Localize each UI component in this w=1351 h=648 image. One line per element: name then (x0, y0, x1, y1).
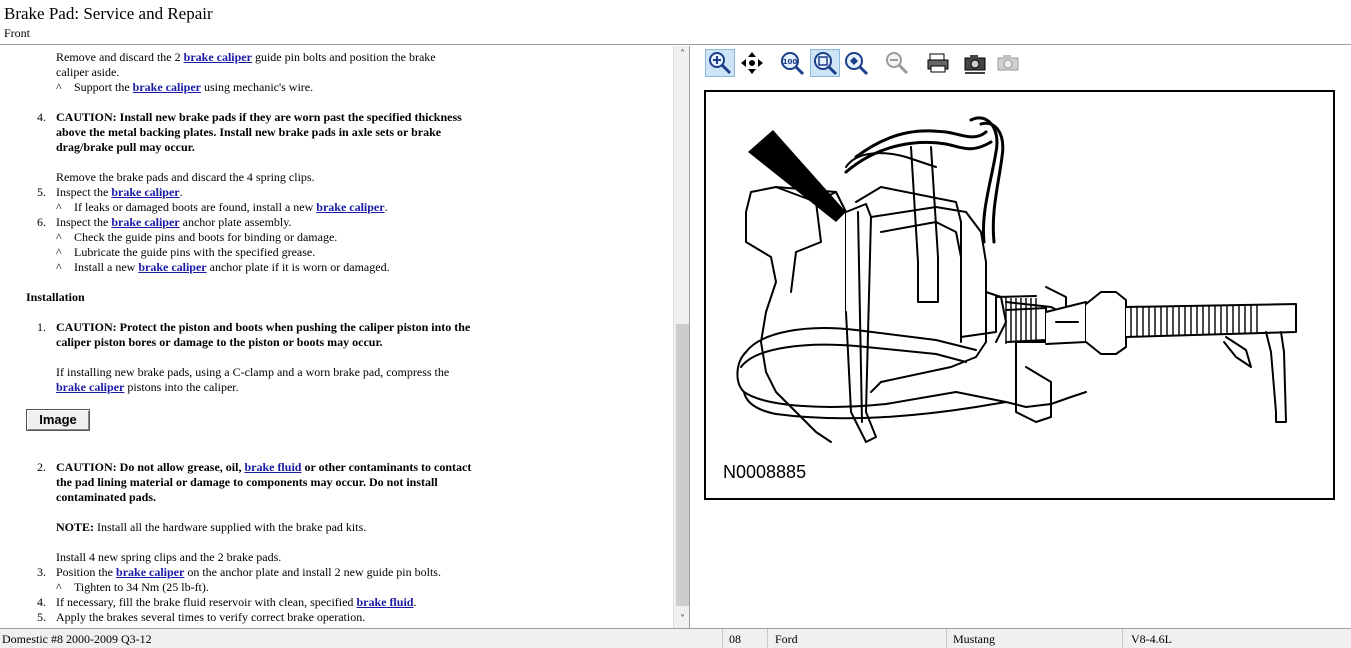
step-number: 1. (37, 320, 46, 334)
brake-fluid-link[interactable]: brake fluid (356, 595, 414, 609)
title-bar (0, 0, 1351, 45)
status-source: Domestic #8 2000-2009 Q3-12 (2, 632, 152, 646)
brake-caliper-link[interactable]: brake caliper (183, 50, 252, 64)
step-line: caliper aside. (56, 65, 120, 79)
text: Support the (74, 80, 133, 94)
status-divider (722, 629, 723, 648)
step-number: 6. (37, 215, 46, 229)
zoom-100-icon[interactable] (777, 49, 807, 77)
zoom-region-icon[interactable] (841, 49, 871, 77)
zoom-fit-icon[interactable] (810, 49, 840, 77)
step-number: 4. (37, 110, 46, 124)
text: Check the guide pins and boots for binding or damage. (74, 230, 338, 244)
page-title: Brake Pad: Service and Repair (4, 4, 213, 23)
step-line: Remove the brake pads and discard the 4 spring clips. (56, 170, 315, 184)
scroll-down-arrow-icon[interactable]: ˅ (680, 614, 685, 625)
step-number: 3. (37, 565, 46, 579)
step-number: 5. (37, 185, 46, 199)
text: If leaks or damaged boots are found, install a new (74, 200, 317, 214)
text: anchor plate if it is worn or damaged. (206, 260, 390, 274)
print-icon[interactable] (923, 49, 953, 77)
step-line: If installing new brake pads, using a C-clamp and a worn brake pad, compress the (56, 365, 450, 379)
text: Remove and discard the 2 (56, 50, 184, 64)
zoom-in-icon[interactable] (705, 49, 735, 77)
step-line (56, 50, 436, 65)
vertical-scrollbar[interactable] (673, 46, 690, 628)
brake-caliper-link[interactable]: brake caliper (111, 215, 180, 229)
scroll-thumb[interactable] (676, 324, 689, 606)
procedure-text (0, 46, 672, 628)
svg-text:100: 100 (782, 58, 798, 66)
text: Inspect the (56, 185, 112, 199)
step-line (56, 185, 183, 200)
camera-disabled-icon (993, 49, 1023, 77)
text: pistons into the caliper. (124, 380, 239, 394)
image-viewer-pane (695, 46, 1351, 628)
caret-icon: ^ (56, 80, 62, 94)
brake-caliper-c-clamp-illustration (706, 92, 1333, 498)
status-divider (1122, 629, 1123, 648)
status-engine: V8-4.6L (1131, 632, 1172, 646)
text: . (179, 185, 183, 199)
text: CAUTION: Do not allow grease, oil, (56, 460, 245, 474)
status-divider (946, 629, 947, 648)
brake-caliper-link[interactable]: brake caliper (132, 80, 201, 94)
procedure-pane (0, 46, 690, 628)
note-label: NOTE: (56, 520, 95, 534)
zoom-out-icon[interactable] (882, 49, 912, 77)
caret-icon: ^ (56, 580, 62, 594)
substep-line (56, 80, 313, 95)
step-line: Apply the brakes several times to verify correct brake operation. (56, 610, 366, 624)
installation-heading: Installation (26, 290, 85, 304)
caution-text: CAUTION: Install new brake pads if they are worn past the specified thickness (56, 110, 462, 124)
step-number: 2. (37, 460, 46, 474)
caret-icon: ^ (56, 200, 62, 214)
status-year: 08 (729, 632, 741, 646)
step-line: Install 4 new spring clips and the 2 brake pads. (56, 550, 282, 564)
text: Tighten to 34 Nm (25 lb-ft). (74, 580, 209, 594)
step-number: 5. (37, 610, 46, 624)
scroll-up-arrow-icon[interactable]: ˄ (680, 49, 685, 60)
substep-line (56, 245, 315, 260)
text: on the anchor plate and install 2 new guide pin bolts. (184, 565, 441, 579)
step-line (56, 595, 416, 610)
brake-caliper-link[interactable]: brake caliper (316, 200, 385, 214)
figure-frame (704, 90, 1335, 500)
status-model: Mustang (953, 632, 995, 646)
image-button[interactable]: Image (26, 409, 90, 431)
caret-icon: ^ (56, 230, 62, 244)
text: . (384, 200, 388, 214)
caution-text: contaminated pads. (56, 490, 157, 504)
caution-text: caliper piston bores or damage to the piston or boots may occur. (56, 335, 383, 349)
caret-icon: ^ (56, 260, 62, 274)
brake-fluid-link[interactable]: brake fluid (244, 460, 302, 474)
text: Lubricate the guide pins with the specified grease. (74, 245, 316, 259)
status-divider (767, 629, 768, 648)
camera-copy-icon[interactable] (960, 49, 990, 77)
caution-text: the pad lining material or damage to components may occur. Do not install (56, 475, 438, 489)
page-subtitle: Front (4, 26, 31, 40)
status-bar (0, 628, 1351, 648)
text: Install a new (74, 260, 139, 274)
note-line (56, 520, 366, 535)
text: Install all the hardware supplied with the brake pad kits. (94, 520, 367, 534)
step-line (56, 380, 239, 395)
text: Position the (56, 565, 117, 579)
step-line (56, 565, 441, 580)
substep-line (56, 200, 388, 215)
pan-icon[interactable] (737, 49, 767, 77)
caution-text (56, 460, 471, 475)
caution-text: drag/brake pull may occur. (56, 140, 195, 154)
caret-icon: ^ (56, 245, 62, 259)
substep-line (56, 260, 390, 275)
text: anchor plate assembly. (179, 215, 292, 229)
caution-text: CAUTION: Protect the piston and boots when pushing the caliper piston into the (56, 320, 471, 334)
image-toolbar (695, 46, 1351, 82)
caution-text: above the metal backing plates. Install new brake pads in axle sets or brake (56, 125, 442, 139)
step-line (56, 215, 292, 230)
text: If necessary, fill the brake fluid reservoir with clean, specified (56, 595, 357, 609)
brake-caliper-link[interactable]: brake caliper (138, 260, 207, 274)
text: . (413, 595, 417, 609)
brake-caliper-link[interactable]: brake caliper (56, 380, 125, 394)
step-number: 4. (37, 595, 46, 609)
text: or other contaminants to contact (301, 460, 472, 474)
status-make: Ford (775, 632, 798, 646)
brake-caliper-link[interactable]: brake caliper (111, 185, 180, 199)
substep-line (56, 580, 209, 595)
brake-caliper-link[interactable]: brake caliper (116, 565, 185, 579)
text: using mechanic's wire. (201, 80, 314, 94)
substep-line (56, 230, 337, 245)
text: guide pin bolts and position the brake (251, 50, 436, 64)
figure-code-label: N0008885 (723, 462, 807, 482)
text: Inspect the (56, 215, 112, 229)
